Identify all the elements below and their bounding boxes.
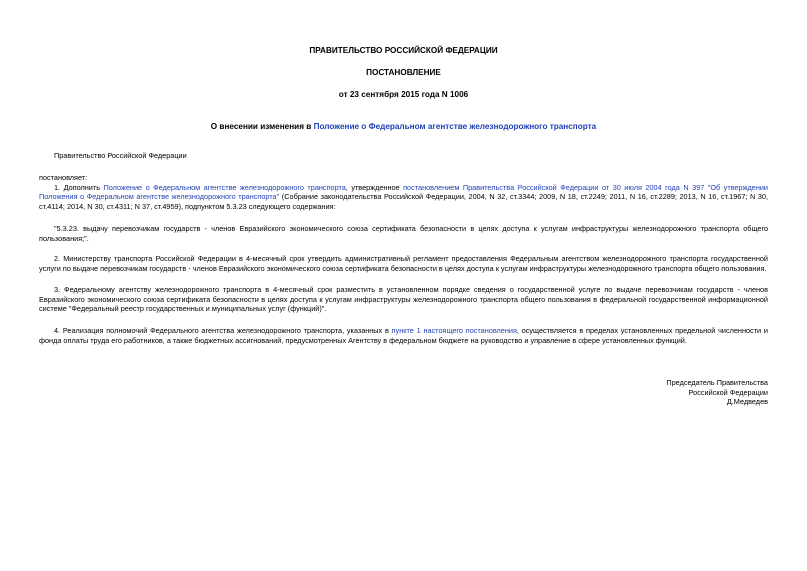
regulation-link[interactable]: Положение о Федеральном агентстве железнодорожного транспорта <box>103 182 346 192</box>
paragraph-1-reference-link[interactable]: пункте 1 настоящего постановления <box>391 326 517 335</box>
paragraph-quote: "5.3.23. выдачу перевозчикам государств - членов Евразийского экономического союза сертификата безопасности в целях доступа к услугам инфраструктуры железнодорожного транспорта общего пользования;". <box>39 224 768 243</box>
date-number-heading: от 23 сентября 2015 года N 1006 <box>338 90 469 99</box>
p4-prefix: 4. Реализация полномочий Федерального агентства железнодорожного транспорта, указанных в <box>54 326 392 335</box>
signature-name: Д.Медведев <box>726 397 768 407</box>
p4-suffix: , осуществляется в пределах установленных предельной численности и фонда оплаты труда его работников, а также бюджетных ассигнований, предусмотренных Агентству в федеральном бюджете на руководство и управление в сфере установленных функций. <box>39 326 768 345</box>
decree-section <box>39 173 768 211</box>
paragraph-3-block <box>39 285 768 314</box>
paragraph-1 <box>39 183 768 212</box>
paragraph-2: 2. Министерству транспорта Российской Федерации в 4-месячный срок утвердить административный регламент предоставления Федеральным агентством железнодорожного транспорта государственной услуги по выдаче перевозчикам государств - членов Евразийского экономического союза сертификата безопасности в целях доступа к услугам инфраструктуры железнодорожного транспорта общего пользования. <box>39 254 768 273</box>
doc-type-heading: ПОСТАНОВЛЕНИЕ <box>366 68 441 77</box>
decrees-text: постановляет: <box>39 173 88 182</box>
paragraph-3: 3. Федеральному агентству железнодорожного транспорта в 4-месячный срок разместить в установленном порядке сведения о государственной услуге по выдаче перевозчикам государств - членов Евразийского экономического союза сертификата безопасности в целях доступа к услугам инфраструктуры железнодорожного транспорта общего пользования в федеральной государственной информационной системе "Федеральный реестр государственных и муниципальных услуг (функций)". <box>39 285 768 314</box>
quote-paragraph <box>39 224 768 243</box>
government-heading: ПРАВИТЕЛЬСТВО РОССИЙСКОЙ ФЕДЕРАЦИИ <box>309 46 498 55</box>
issuer-paragraph <box>39 151 768 161</box>
p1-mid: , утвержденное <box>345 182 404 192</box>
paragraph-2-block <box>39 254 768 273</box>
title-regulation-link[interactable]: Положение о Федеральном агентстве железнодорожного транспорта <box>313 122 597 131</box>
paragraph-4 <box>39 326 768 345</box>
p1-suffix: (Собрание законодательства Российской Федерации, 2004, N 32, ст.3344; 2009, N 18, ст.2249; 2011, N 16, ст.2289; 2013, N 16, ст.1967; N 30, ст.4114; 2014, N 30, ст.4311; N 37, ст.4959), подпунктом 5.3.23 следующего содержания: <box>39 192 768 211</box>
signature-title: Председатель Правительства <box>666 378 768 387</box>
paragraph-4-block <box>39 326 768 345</box>
p1-prefix: 1. Дополнить <box>54 182 104 192</box>
document-title <box>0 122 807 132</box>
issuer-text: Правительство Российской Федерации <box>54 151 187 160</box>
signature-block <box>568 378 768 407</box>
resolution-397-link[interactable]: постановлением Правительства Российской Федерации от 30 июля 2004 года N 397 "Об утверждении Положения о Федеральном агентстве железнодорожного транспорта" <box>39 182 768 202</box>
title-prefix: О внесении изменения в <box>210 122 314 131</box>
signature-country: Российской Федерации <box>688 387 768 397</box>
